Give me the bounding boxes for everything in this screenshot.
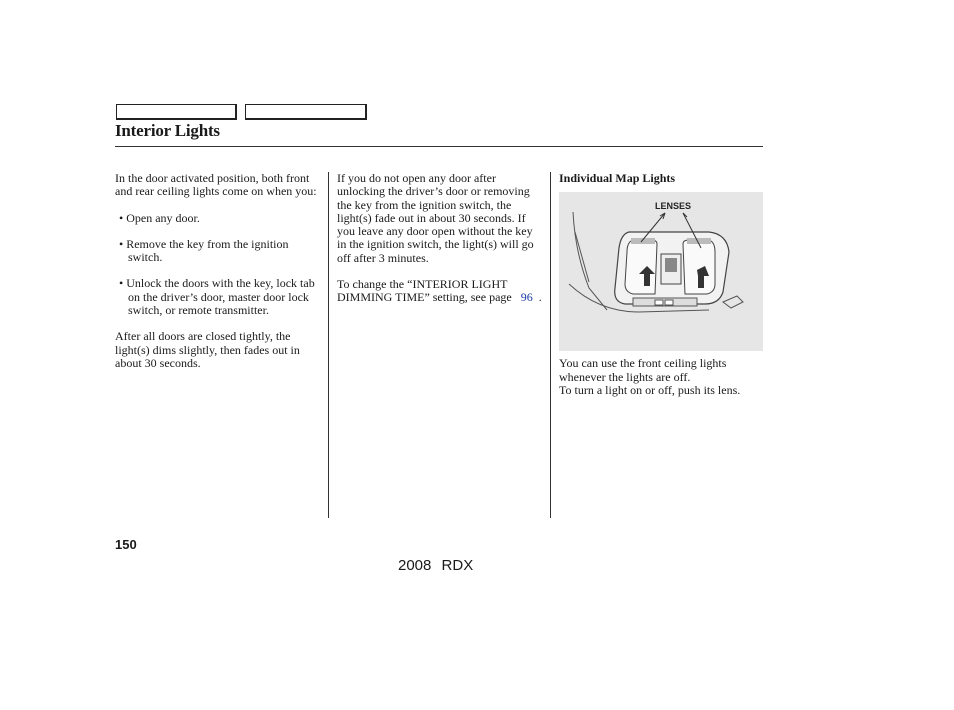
bullet-item: • Remove the key from the ignition switch. [119,236,289,265]
paragraph: To change the “INTERIOR LIGHT DIMMING TIME” setting, see page [337,277,512,305]
column-divider [328,172,329,518]
footer-model: 2008 RDX [398,557,474,574]
map-lights-illustration [559,192,763,351]
nav-tab-previous[interactable] [116,104,237,120]
title-rule [115,146,763,147]
map-lights-drawing [559,192,763,351]
column-1 [115,172,320,370]
page-title: Interior Lights [115,121,220,140]
paragraph: If you do not open any door after unlocking the driver’s door or removing the key from the ignition switch, the light(s) fade out in about 30 seconds. If you leave any door open without the key in the ignition switch, the light(s) will go off after 3 minutes. [337,171,534,265]
body-text: You can use the front ceiling lights whenever the lights are off. [559,356,727,384]
lenses-label: LENSES [654,201,692,211]
page-number: 150 [115,537,137,552]
bullet-item: • Unlock the doors with the key, lock tab on the driver’s door, master door lock switch, or remote transmitter. [119,276,315,318]
bullet-item: • Open any door. [119,210,200,225]
body-text: To turn a light on or off, push its lens. [559,382,741,397]
section-heading: Individual Map Lights [559,171,676,185]
page-link[interactable]: 96 [520,290,533,305]
period: . [538,290,542,305]
setting-reference [337,278,542,305]
nav-tab-next[interactable] [245,104,367,120]
intro-text: In the door activated position, both front and rear ceiling lights come on when you: [115,171,317,199]
closing-text: After all doors are closed tightly, the light(s) dims slightly, then fades out in about 30 seconds. [115,329,300,370]
column-divider [550,172,551,518]
column-2 [337,172,542,305]
